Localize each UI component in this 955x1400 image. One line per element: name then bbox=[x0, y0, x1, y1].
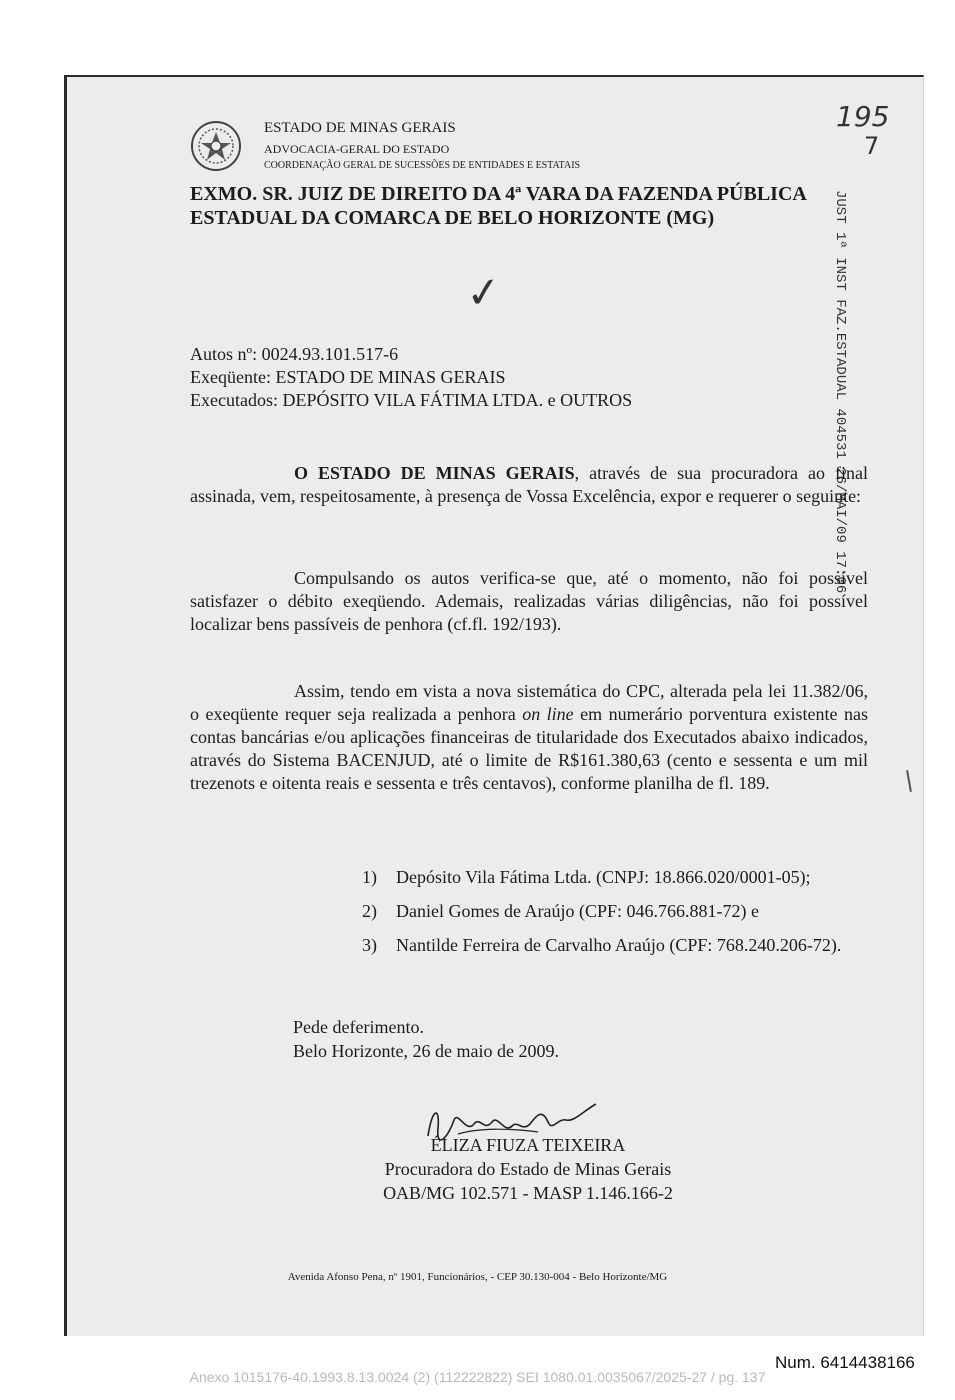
list-item-text: Nantilde Ferreira de Carvalho Araújo (CPF: 768.240.206-72). bbox=[396, 935, 842, 955]
closing-date: Belo Horizonte, 26 de maio de 2009. bbox=[293, 1041, 559, 1061]
handwritten-check-mark: ✓ bbox=[463, 266, 504, 319]
paragraph-request-text-b: em numerário porventura existente nas contas bancárias e/ou aplicações financeiras de titularidade dos Executados abaixo indicados, através do Sistema BACENJUD, até o limite de R$161.380,63 (cento e sessenta e um mil trezenots e oitenta reais e sessenta e três centavos), conforme planilha de fl. 189. bbox=[190, 704, 868, 793]
paragraph-introduction-text: , através de sua procuradora ao final assinada, vem, respeitosamente, à presença de Vossa Excelência, expor e requerer o seguinte: bbox=[190, 463, 868, 506]
header-coordination: COORDENAÇÃO GERAL DE SUCESSÕES DE ENTIDADES E ESTATAIS bbox=[264, 160, 581, 171]
addressee-heading bbox=[190, 182, 870, 230]
list-item bbox=[362, 866, 870, 889]
paragraph-introduction bbox=[190, 462, 868, 508]
paragraph-findings-text: Compulsando os autos verifica-se que, até o momento, não foi possível satisfazer o débito exeqüendo. Ademais, realizadas várias diligências, não foi possível localizar bens passíveis de penhora (cf.fl. 192/193). bbox=[190, 568, 868, 634]
addressee-line-1: EXMO. SR. JUIZ DE DIREITO DA 4ª VARA DA FAZENDA PÚBLICA bbox=[190, 183, 807, 205]
signatory-name: ÉLIZA FIUZA TEIXEIRA bbox=[430, 1135, 626, 1155]
paragraph-introduction-bold: O ESTADO DE MINAS GERAIS bbox=[294, 463, 575, 483]
paragraph-request-text-a: Assim, tendo em vista a nova sistemática do CPC, alterada pela lei 11.382/06, o exeqüente requer seja realizada a penhora bbox=[190, 681, 868, 724]
paragraph-request bbox=[190, 680, 868, 795]
list-item bbox=[362, 934, 870, 957]
footer-address: Avenida Afonso Pena, nº 1901, Funcionários, - CEP 30.130-004 - Belo Horizonte/MG bbox=[287, 1271, 668, 1283]
state-coat-of-arms-logo bbox=[190, 120, 242, 172]
list-item-number: 2) bbox=[362, 901, 377, 921]
header-agency: ADVOCACIA-GERAL DO ESTADO bbox=[264, 142, 450, 156]
list-item-text: Depósito Vila Fátima Ltda. (CNPJ: 18.866.020/0001-05); bbox=[396, 867, 811, 887]
document-number: Num. 6414438166 bbox=[775, 1353, 915, 1372]
paragraph-findings bbox=[190, 567, 868, 636]
annex-reference: Anexo 1015176-40.1993.8.13.0024 (2) (112222822) SEI 1080.01.0035067/2025-27 / pg. 137 bbox=[189, 1369, 766, 1385]
list-item-text: Daniel Gomes de Araújo (CPF: 046.766.881-72) e bbox=[396, 901, 759, 921]
closing bbox=[293, 1015, 559, 1063]
case-plaintiff: Exeqüente: ESTADO DE MINAS GERAIS bbox=[190, 367, 506, 387]
protocol-stamp-text: JUST 1ª INST FAZ.ESTADUAL 404531 26/MAI/09 17:06 bbox=[832, 190, 848, 594]
header-state-name: ESTADO DE MINAS GERAIS bbox=[264, 120, 456, 136]
signatory-role: Procuradora do Estado de Minas Gerais bbox=[384, 1159, 672, 1179]
case-info bbox=[190, 343, 632, 412]
paragraph-request-italic: on line bbox=[522, 704, 574, 724]
list-item-number: 1) bbox=[362, 867, 377, 887]
closing-request: Pede deferimento. bbox=[293, 1017, 424, 1037]
handwritten-sub-number: 7 bbox=[864, 132, 880, 160]
case-defendants: Executados: DEPÓSITO VILA FÁTIMA LTDA. e OUTROS bbox=[190, 390, 633, 410]
case-number: Autos nº: 0024.93.101.517-6 bbox=[190, 344, 399, 364]
list-item-number: 3) bbox=[362, 935, 377, 955]
addressee-line-2: ESTADUAL DA COMARCA DE BELO HORIZONTE (MG) bbox=[190, 207, 715, 229]
signatory-registration: OAB/MG 102.571 - MASP 1.146.166-2 bbox=[383, 1183, 673, 1203]
handwritten-page-number: 195 bbox=[836, 100, 890, 133]
signature-block bbox=[366, 1133, 690, 1205]
list-item bbox=[362, 900, 870, 923]
